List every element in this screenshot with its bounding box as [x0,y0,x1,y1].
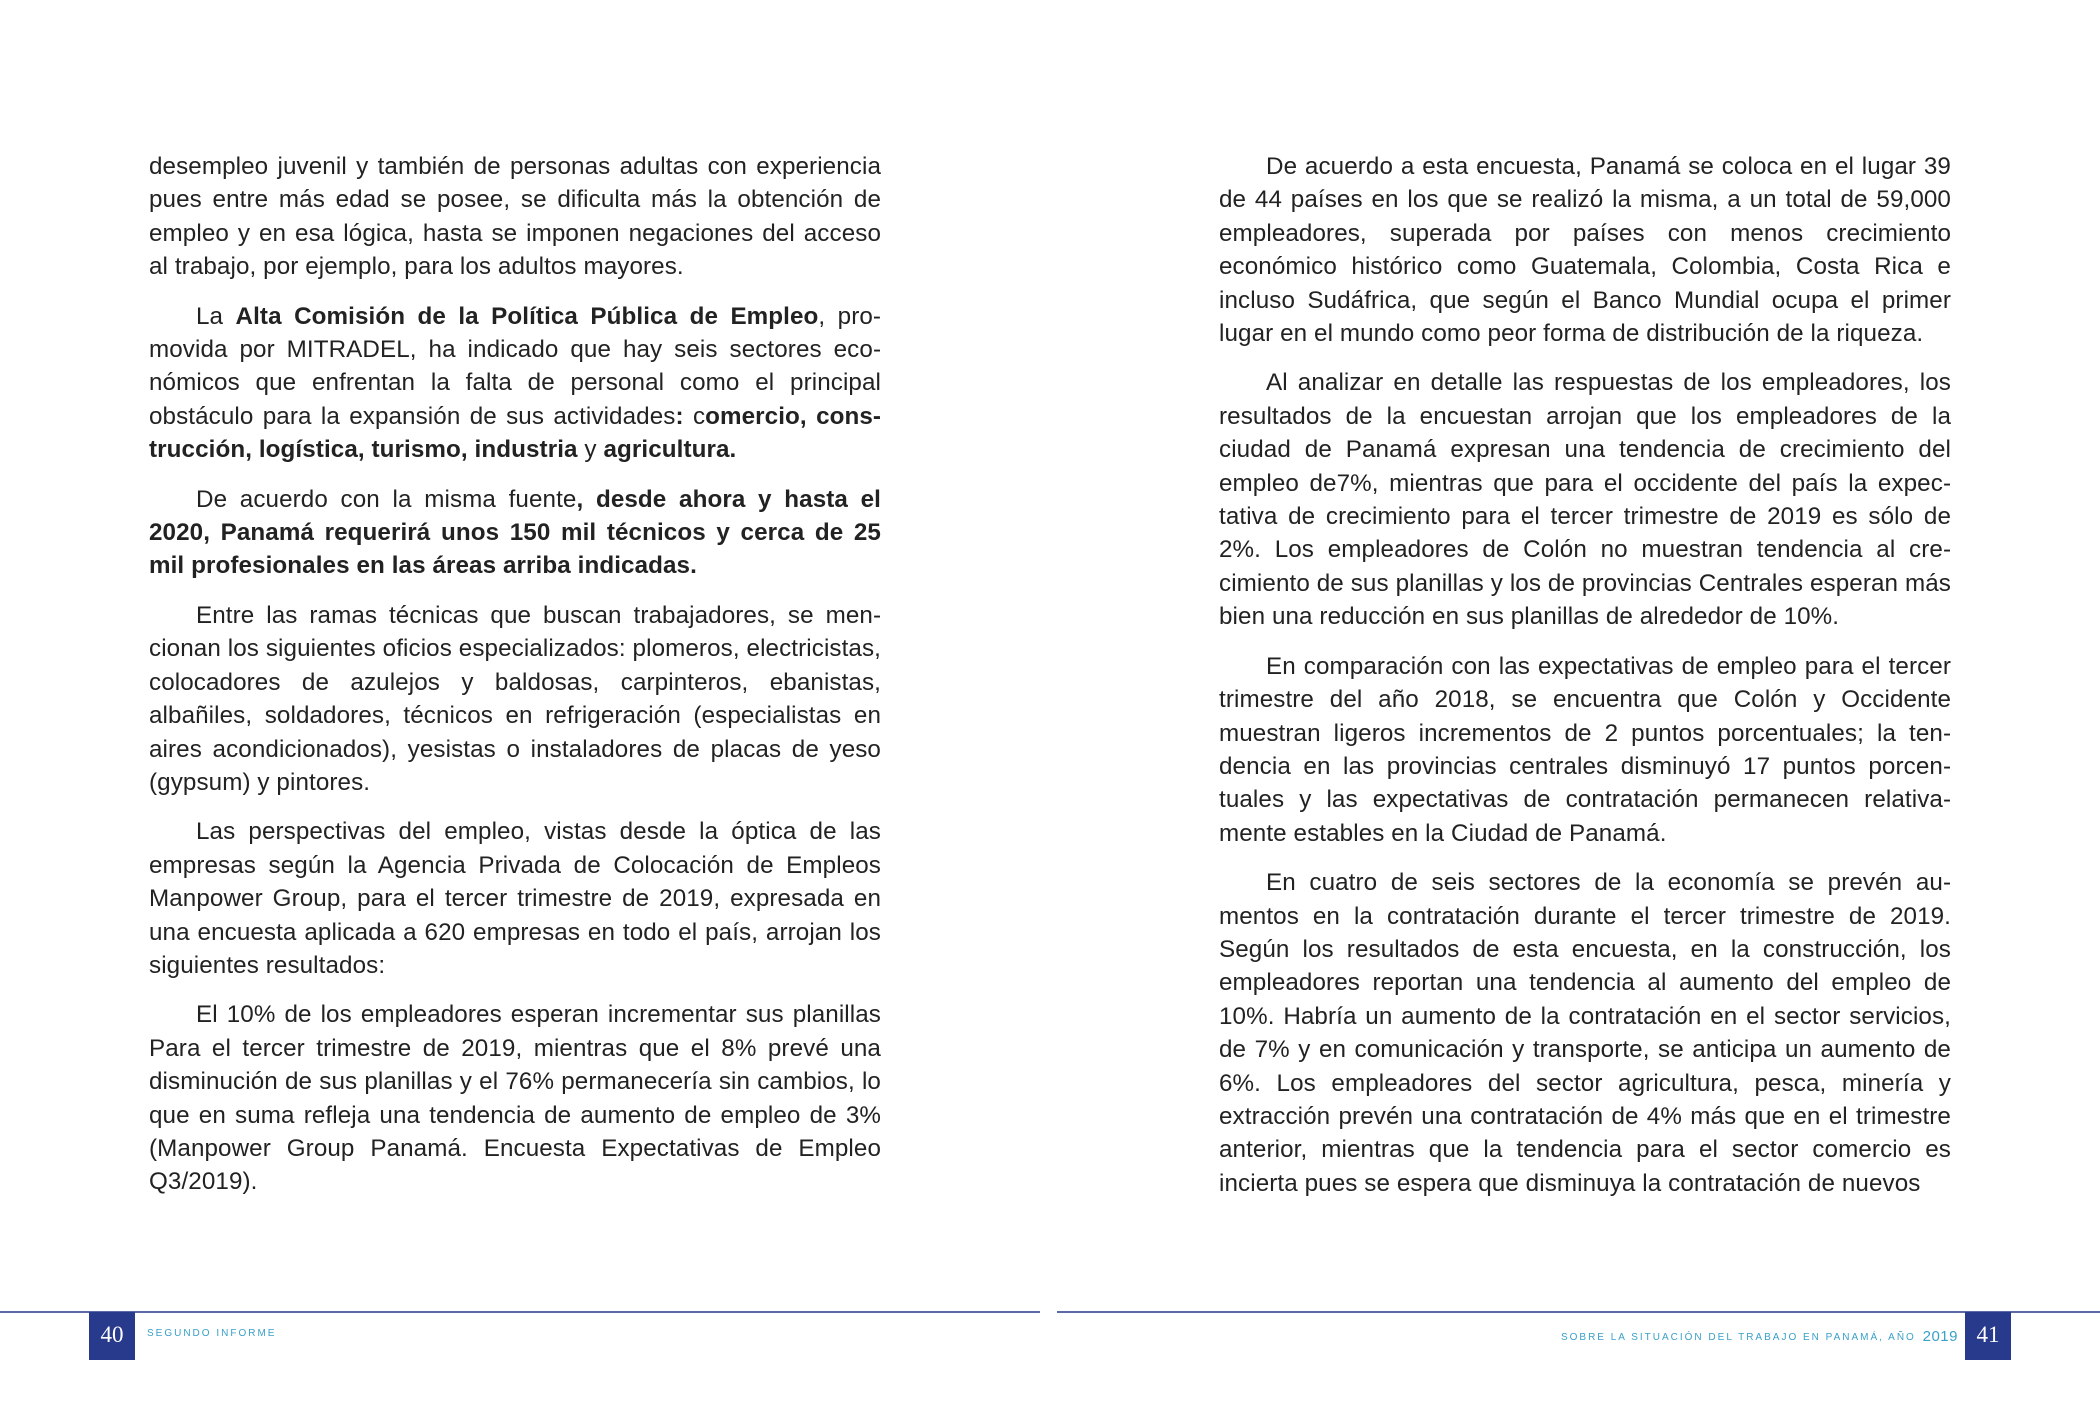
bold-phrase: omercio, construcción, logística, turismo, industria [149,402,881,464]
paragraph: Al analizar en detalle las respuestas de los empleadores, los resultados de la encuestan arrojan que los empleadores de la ciudad de Panamá expresan una tendencia de crecimiento del empleo de7%, mientras que para el occidente del país la expectativa de crecimiento para el tercer trimestre de 2019 es sólo de 2%. Los empleadores de Colón no muestran tendencia al crecimiento de sus planillas y los de provincias Centrales esperan más bien una reducción en sus planillas de alrededor de 10%. [1219,369,1951,631]
paragraph: Las perspectivas del empleo, vistas desde la óptica de las empresas según la Agencia Privada de Colocación de Empleos Manpower Group, para el tercer trimestre de 2019, expresada en una encuesta aplicada a 620 empresas en todo el país, arrojan los siguientes resultados: [149,818,881,979]
footer-rule [0,1311,1040,1313]
running-title-year: 2019 [1922,1328,1958,1345]
page-number: 41 [1965,1312,2011,1360]
paragraph: En comparación con las expectativas de empleo para el tercer trimestre del año 2018, se encuentra que Colón y Occidente muestran ligeros incrementos de 2 puntos porcentuales; la tendencia en las provincias centrales disminuyó 17 puntos porcentuales y las expectativas de contratación permanecen relativamente estables en la Ciudad de Panamá. [1219,652,1951,847]
bold-phrase: Alta Comisión de la Política Pública de Empleo [235,302,819,330]
running-title: SEGUNDO INFORME [147,1328,277,1339]
right-text-column [1219,150,1951,1216]
left-text-column [149,150,881,1215]
right-page [1050,0,2100,1425]
paragraph: La Alta Comisión de la Política Pública de Empleo, promovida por MITRADEL, ha indicado que hay seis sectores económicos que enfrentan la falta de personal como el principal obstáculo para la expansión de sus actividades: comercio, construcción, logística, turismo, industria y agricultura. [149,302,881,464]
paragraph: Entre las ramas técnicas que buscan trabajadores, se mencionan los siguientes oficios especializados: plomeros, electricistas, colocadores de azulejos y baldosas, carpinteros, ebanistas, albañiles, soldadores, técnicos en refrigeración (especialistas en aires acondicionados), yesistas o instaladores de placas de yeso (gypsum) y pintores. [149,601,881,796]
bold-phrase: , desde ahora y hasta el 2020, Panamá requerirá unos 150 mil técnicos y cerca de 25 mil profesionales en las áreas arriba indicadas. [149,485,881,580]
page-number: 40 [89,1312,135,1360]
paragraph: De acuerdo a esta encuesta, Panamá se coloca en el lugar 39 de 44 países en los que se realizó la misma, a un total de 59,000 empleadores, superada por países con menos crecimiento económico histórico como Guatemala, Colombia, Costa Rica e incluso Sudáfrica, que según el Banco Mundial ocupa el primer lugar en el mundo como peor forma de distribución de la riqueza. [1219,153,1951,348]
paragraph: En cuatro de seis sectores de la economía se prevén aumentos en la contratación durante el tercer trimestre de 2019. Según los resultados de esta encuesta, en la construcción, los empleadores reportan una tendencia al aumento del empleo de 10%. Habría un aumento de la contratación en el sector servicios, de 7% y en comunicación y transporte, se anticipa un aumento de 6%. Los empleadores del sector agricultura, pesca, minería y extracción prevén una contratación de 4% más que en el trimestre anterior, mientras que la tendencia para el sector comercio es incierta pues se espera que disminuya la contratación de nuevos [1219,869,1951,1197]
paragraph: El 10% de los empleadores esperan incrementar sus planillas Para el tercer trimestre de 2019, mientras que el 8% prevé una disminución de sus planillas y el 76% permanecería sin cambios, lo que en suma refleja una tendencia de aumento de empleo de 3% (Manpower Group Panamá. Encuesta Expectativas de Empleo Q3/2019). [149,1001,881,1196]
footer-rule [1057,1311,2100,1313]
bold-phrase: agricultura. [603,436,737,464]
running-title: SOBRE LA SITUACIÓN DEL TRABAJO EN PANAMÁ, AÑO 2019 [1560,1328,1958,1345]
paragraph: desempleo juvenil y también de personas adultas con experiencia pues entre más edad se posee, se dificulta más la obtención de empleo y en esa lógica, hasta se imponen negaciones del acceso al trabajo, por ejemplo, para los adultos mayores. [149,153,881,281]
paragraph: De acuerdo con la misma fuente, desde ahora y hasta el 2020, Panamá requerirá unos 150 mil técnicos y cerca de 25 mil profesionales en las áreas arriba indicadas. [149,485,881,580]
